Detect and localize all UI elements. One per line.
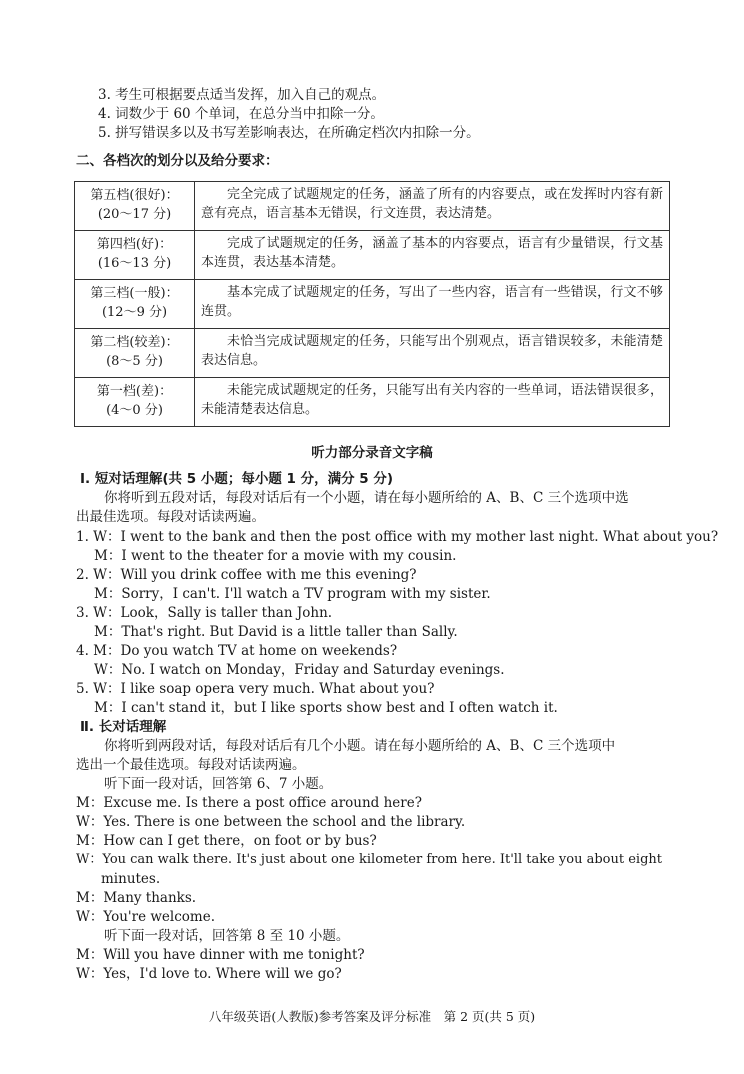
grade-description: 基本完成了试题规定的任务，写出了一些内容，语言有一些错误，行文不够连贯。 xyxy=(195,280,670,329)
part2-heading: Ⅱ. 长对话理解 xyxy=(80,719,167,735)
grade-description: 未能完成试题规定的任务，只能写出有关内容的一些单词，语法错误很多，未能清楚表达信息。 xyxy=(195,378,670,427)
table-row xyxy=(75,231,670,280)
dialogue-line: M：Will you have dinner with me tonight? xyxy=(76,947,365,963)
dialogue-line: M：Many thanks. xyxy=(76,890,197,906)
table-row xyxy=(75,329,670,378)
grade-level: 第五档(很好)： (20～17 分) xyxy=(75,182,195,231)
part1-instructions: 出最佳选项。每段对话读两遍。 xyxy=(76,509,265,525)
dialogue-line: M：I can't stand it，but I like sports show best and I often watch it. xyxy=(94,700,558,716)
grade-level: 第一档(差)： (4～0 分) xyxy=(75,378,195,427)
part2-instructions: 你将听到两段对话，每段对话后有几个小题。请在每小题所给的 A、B、C 三个选项中 xyxy=(104,738,616,754)
dialogue-line: M：That's right. But David is a little taller than Sally. xyxy=(94,624,458,640)
grade-level: 第三档(一般)： (12～9 分) xyxy=(75,280,195,329)
grade-description: 未恰当完成试题规定的任务，只能写出个别观点，语言错误较多，未能清楚表达信息。 xyxy=(195,329,670,378)
transcript-title: 听力部分录音文字稿 xyxy=(311,445,433,461)
dialogue-intro: 听下面一段对话，回答第 6、7 小题。 xyxy=(104,776,333,792)
dialogue-line: W：No. I watch on Monday，Friday and Saturday evenings. xyxy=(94,662,505,678)
dialogue-intro: 听下面一段对话，回答第 8 至 10 小题。 xyxy=(104,928,350,944)
dialogue-line: W：You're welcome. xyxy=(76,909,216,925)
dialogue-line: 5. W：I like soap opera very much. What about you? xyxy=(76,681,435,697)
dialogue-line: M：Excuse me. Is there a post office around here? xyxy=(76,795,422,811)
dialogue-line: 4. M：Do you watch TV at home on weekends? xyxy=(76,643,398,659)
grade-level: 第二档(较差)： (8～5 分) xyxy=(75,329,195,378)
grade-table xyxy=(74,181,670,427)
dialogue-line: W：Yes，I'd love to. Where will we go? xyxy=(76,966,342,982)
dialogue-line: 1. W：I went to the bank and then the post office with my mother last night. What about you? xyxy=(76,529,719,545)
part1-heading: Ⅰ. 短对话理解(共 5 小题；每小题 1 分，满分 5 分) xyxy=(80,471,394,487)
dialogue-line: 3. W：Look，Sally is taller than John. xyxy=(76,605,333,621)
dialogue-line: M：Sorry，I can't. I'll watch a TV program with my sister. xyxy=(94,586,491,602)
page-footer: 八年级英语(人教版)参考答案及评分标准 第 2 页(共 5 页) xyxy=(208,1009,536,1024)
dialogue-line: M：How can I get there，on foot or by bus? xyxy=(76,833,377,849)
part1-instructions: 你将听到五段对话，每段对话后有一个小题，请在每小题所给的 A、B、C 三个选项中选 xyxy=(104,490,629,506)
scoring-note: 5. 拼写错误多以及书写差影响表达，在所确定档次内扣除一分。 xyxy=(98,125,480,141)
dialogue-line: W：You can walk there. It's just about one kilometer from here. It'll take you about eight xyxy=(76,852,662,867)
dialogue-line: M：I went to the theater for a movie with my cousin. xyxy=(94,548,457,564)
dialogue-line: minutes. xyxy=(101,871,161,887)
grade-description: 完成了试题规定的任务，涵盖了基本的内容要点，语言有少量错误，行文基本连贯，表达基本清楚。 xyxy=(195,231,670,280)
part2-instructions: 选出一个最佳选项。每段对话读两遍。 xyxy=(76,757,306,773)
grade-description: 完全完成了试题规定的任务，涵盖了所有的内容要点，或在发挥时内容有新意有亮点，语言基本无错误，行文连贯，表达清楚。 xyxy=(195,182,670,231)
section-heading: 二、各档次的划分以及给分要求： xyxy=(76,153,279,169)
dialogue-line: 2. W：Will you drink coffee with me this evening? xyxy=(76,567,417,583)
table-row xyxy=(75,182,670,231)
table-row xyxy=(75,378,670,427)
scoring-note: 3. 考生可根据要点适当发挥，加入自己的观点。 xyxy=(98,87,386,103)
grade-level: 第四档(好)： (16～13 分) xyxy=(75,231,195,280)
dialogue-line: W：Yes. There is one between the school and the library. xyxy=(76,814,466,830)
table-row xyxy=(75,280,670,329)
scoring-note: 4. 词数少于 60 个单词，在总分当中扣除一分。 xyxy=(98,106,384,122)
